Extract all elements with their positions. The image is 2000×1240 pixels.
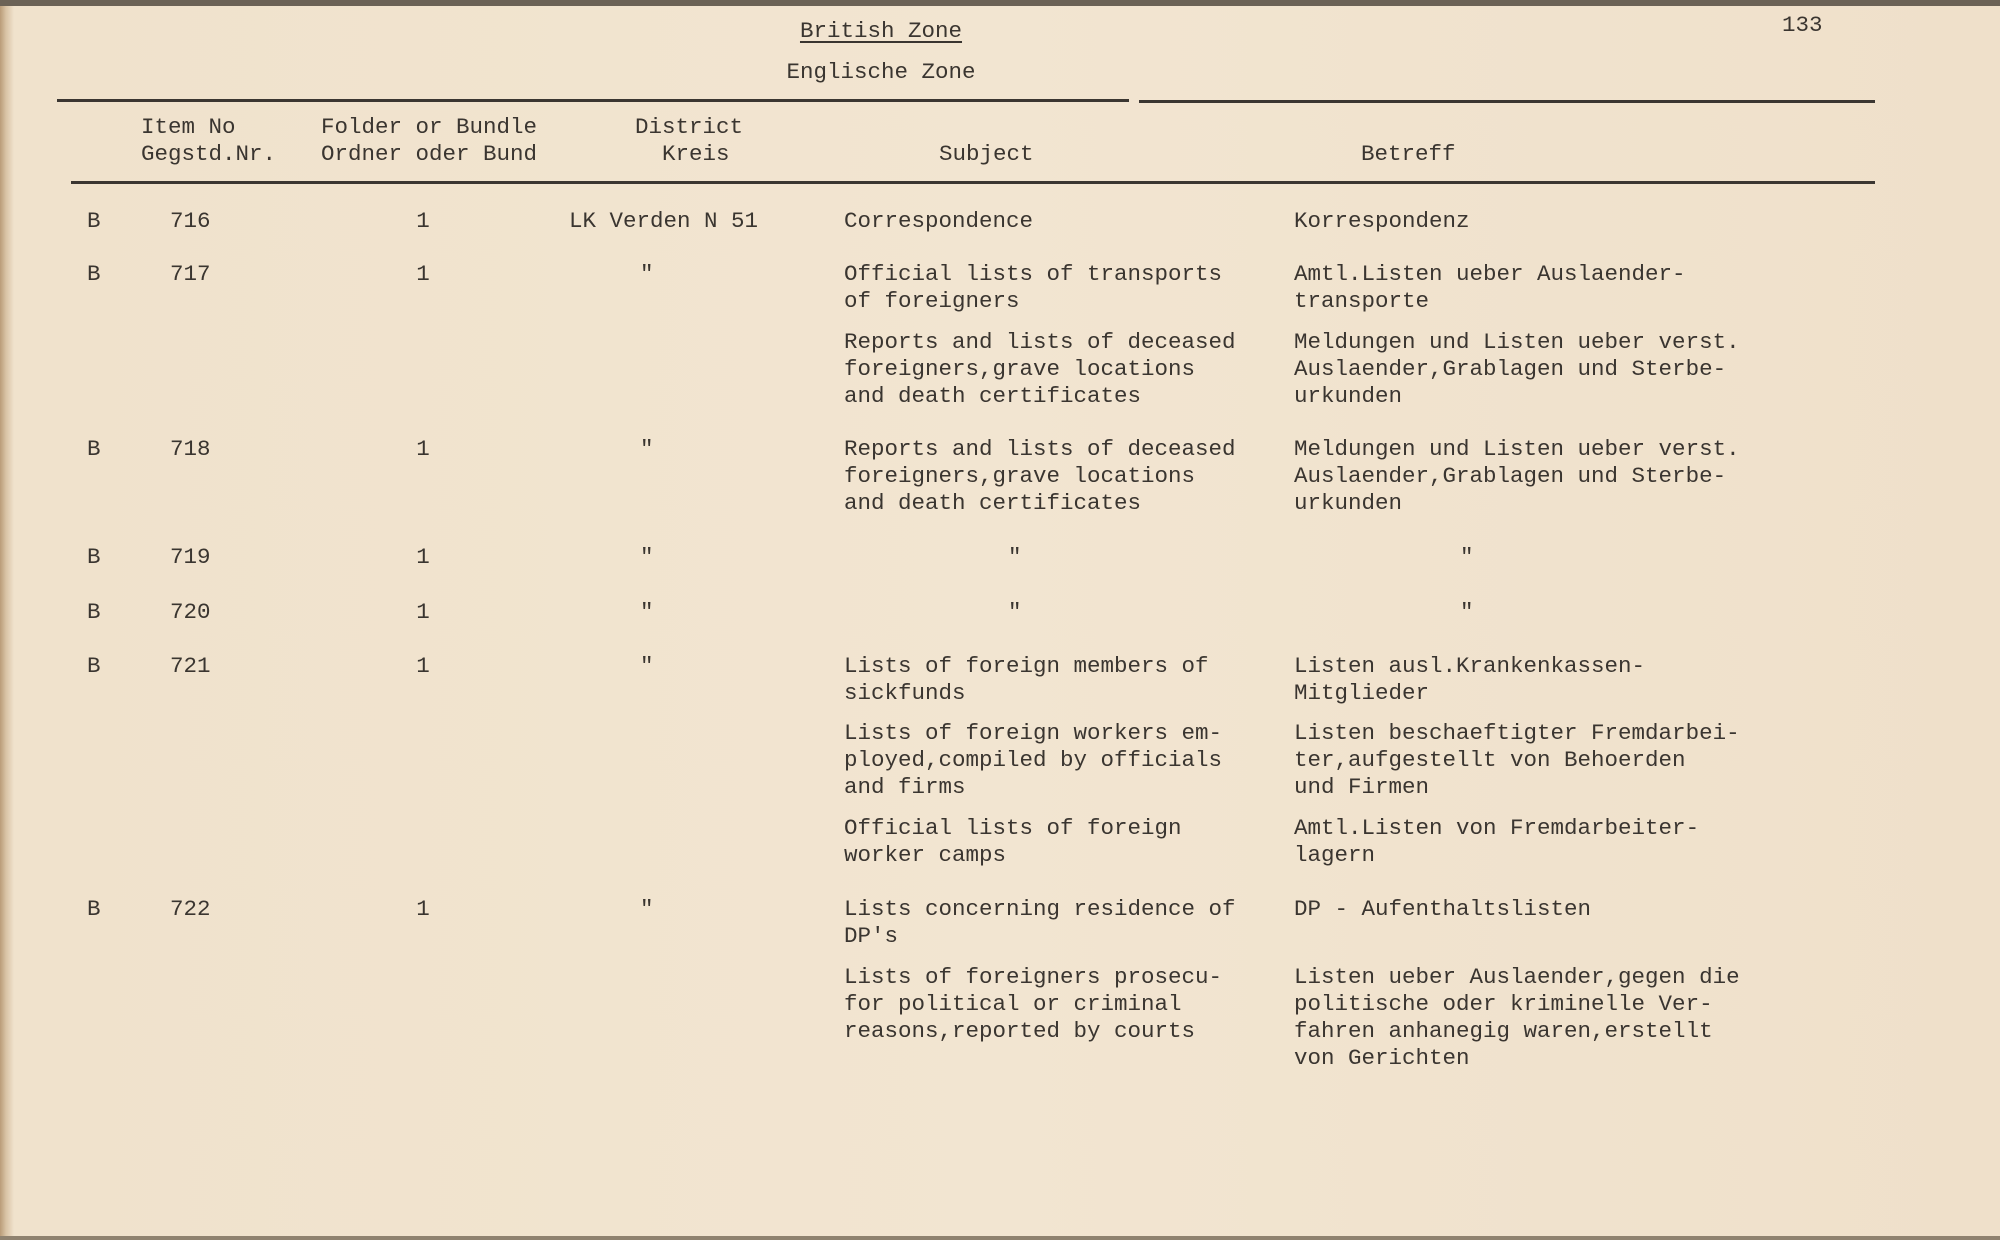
header-item-no: Item No Gegstd.Nr.: [141, 114, 277, 167]
row-prefix: B: [87, 208, 101, 234]
row-folder: 1: [416, 436, 430, 462]
row-subject: Correspondence: [844, 208, 1034, 234]
page-number: 133: [1782, 12, 1823, 38]
row-prefix: B: [87, 896, 101, 922]
row-subject: ": [1008, 599, 1022, 625]
row-betreff: ": [1460, 544, 1474, 570]
header-subject: Subject: [939, 141, 1034, 167]
row-item-no: 717: [170, 261, 211, 287]
row-subject: Lists concerning residence of DP's: [844, 896, 1236, 949]
row-item-no: 718: [170, 436, 211, 462]
top-rule-left: [57, 99, 1129, 102]
row-district: ": [640, 261, 654, 287]
row-subject: Reports and lists of deceased foreigners,grave locations and death certificates: [844, 436, 1236, 516]
row-betreff: Listen ueber Auslaender,gegen die politische oder kriminelle Ver- fahren anhanegig waren,erstellt von Gerichten: [1294, 964, 1740, 1071]
row-betreff: Listen beschaeftigter Fremdarbei- ter,aufgestellt von Behoerden und Firmen: [1294, 720, 1740, 800]
row-item-no: 716: [170, 208, 211, 234]
row-item-no: 719: [170, 544, 211, 570]
row-prefix: B: [87, 653, 101, 679]
row-subject: Lists of foreign workers em- ployed,compiled by officials and firms: [844, 720, 1223, 800]
header-folder: Folder or Bundle Ordner oder Bund: [321, 114, 538, 167]
top-rule-right: [1139, 100, 1875, 103]
row-betreff: Korrespondenz: [1294, 208, 1470, 234]
row-prefix: B: [87, 544, 101, 570]
row-item-no: 722: [170, 896, 211, 922]
scan-edge-top: [0, 0, 2000, 6]
row-betreff: Meldungen und Listen ueber verst. Auslaender,Grablagen und Sterbe- urkunden: [1294, 436, 1740, 516]
header-district: District Kreis: [635, 114, 744, 167]
row-subject: ": [1008, 544, 1022, 570]
row-district: ": [640, 436, 654, 462]
row-item-no: 721: [170, 653, 211, 679]
scan-edge-bottom: [0, 1236, 2000, 1240]
row-folder: 1: [416, 653, 430, 679]
row-subject: Official lists of foreign worker camps: [844, 815, 1182, 868]
row-prefix: B: [87, 436, 101, 462]
row-folder: 1: [416, 544, 430, 570]
row-folder: 1: [416, 208, 430, 234]
row-folder: 1: [416, 261, 430, 287]
row-district: ": [640, 896, 654, 922]
header-betreff: Betreff: [1361, 141, 1456, 167]
page-title: British Zone: [799, 18, 963, 44]
row-district: ": [640, 544, 654, 570]
row-betreff: Meldungen und Listen ueber verst. Auslaender,Grablagen und Sterbe- urkunden: [1294, 329, 1740, 409]
row-betreff: DP - Aufenthaltslisten: [1294, 896, 1592, 922]
row-betreff: Amtl.Listen ueber Auslaender- transporte: [1294, 261, 1686, 314]
row-folder: 1: [416, 599, 430, 625]
row-district: LK Verden N 51: [569, 208, 759, 234]
row-subject: Lists of foreigners prosecu- for political or criminal reasons,reported by courts: [844, 964, 1223, 1044]
row-prefix: B: [87, 261, 101, 287]
page-subtitle: Englische Zone: [786, 59, 976, 85]
row-district: ": [640, 599, 654, 625]
row-item-no: 720: [170, 599, 211, 625]
row-district: ": [640, 653, 654, 679]
row-betreff: ": [1460, 599, 1474, 625]
row-folder: 1: [416, 896, 430, 922]
row-subject: Official lists of transports of foreigners: [844, 261, 1223, 314]
row-prefix: B: [87, 599, 101, 625]
row-subject: Reports and lists of deceased foreigners,grave locations and death certificates: [844, 329, 1236, 409]
row-betreff: Amtl.Listen von Fremdarbeiter- lagern: [1294, 815, 1700, 868]
row-subject: Lists of foreign members of sickfunds: [844, 653, 1209, 706]
row-betreff: Listen ausl.Krankenkassen- Mitglieder: [1294, 653, 1646, 706]
header-rule: [71, 181, 1875, 184]
